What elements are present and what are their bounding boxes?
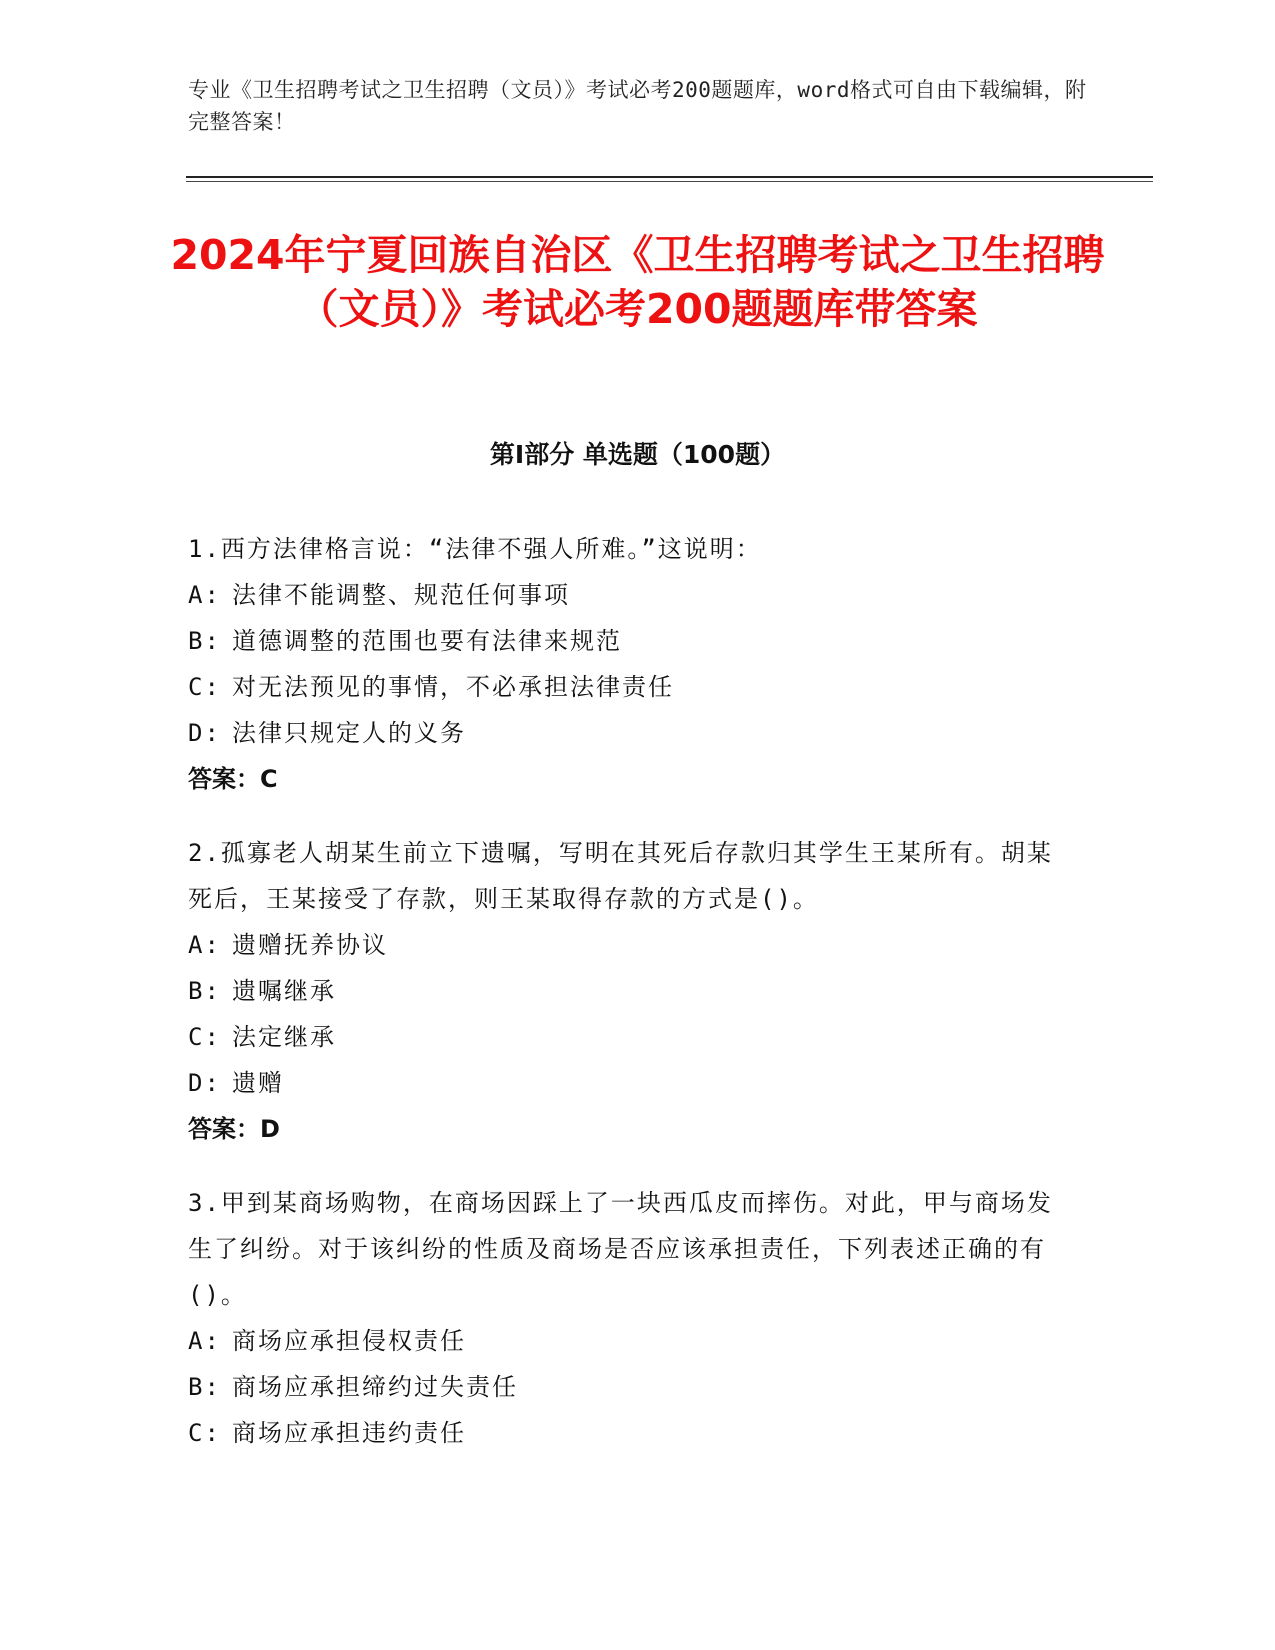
option-key: C:: [188, 1023, 221, 1051]
option-d: [188, 1060, 1068, 1106]
question-list: [188, 526, 1068, 1484]
question-stem: 3.甲到某商场购物，在商场因踩上了一块西瓜皮而摔伤。对此，甲与商场发生了纠纷。对于该纠纷的性质及商场是否应该承担责任，下列表述正确的有()。: [188, 1189, 1053, 1309]
option-b: [188, 1364, 1068, 1410]
question-2: [188, 830, 1068, 1152]
option-text: 遗嘱继承: [232, 977, 336, 1005]
option-c: [188, 1014, 1068, 1060]
answer-line: 答案：D: [188, 1115, 280, 1143]
option-text: 法律不能调整、规范任何事项: [232, 581, 570, 609]
question-3: [188, 1180, 1068, 1456]
option-c: [188, 1410, 1068, 1456]
option-key: B:: [188, 1373, 221, 1401]
option-key: B:: [188, 977, 221, 1005]
option-text: 遗赠: [232, 1069, 284, 1097]
option-text: 道德调整的范围也要有法律来规范: [232, 627, 622, 655]
answer-line: 答案：C: [188, 765, 278, 793]
option-text: 商场应承担违约责任: [232, 1419, 466, 1447]
question-stem: 1.西方法律格言说：“法律不强人所难。”这说明：: [188, 535, 762, 563]
option-c: [188, 664, 1068, 710]
header-rule-thick: [186, 176, 1153, 178]
header-rule-thin: [186, 181, 1153, 182]
section-title: 第Ⅰ部分 单选题（100题）: [489, 440, 786, 469]
option-a: [188, 922, 1068, 968]
option-key: D:: [188, 1069, 221, 1097]
option-text: 遗赠抚养协议: [232, 931, 388, 959]
option-a: [188, 1318, 1068, 1364]
header-note: 专业《卫生招聘考试之卫生招聘（文员）》考试必考200题题库，word格式可自由下载编辑，附完整答案！: [188, 78, 1087, 134]
option-a: [188, 572, 1068, 618]
option-key: A:: [188, 581, 221, 609]
option-key: A:: [188, 931, 221, 959]
option-key: A:: [188, 1327, 221, 1355]
document-title: 2024年宁夏回族自治区《卫生招聘考试之卫生招聘（文员）》考试必考200题题库带答案: [170, 231, 1105, 333]
question-stem: 2.孤寡老人胡某生前立下遗嘱，写明在其死后存款归其学生王某所有。胡某死后，王某接受了存款，则王某取得存款的方式是()。: [188, 839, 1053, 913]
option-key: D:: [188, 719, 221, 747]
question-1: [188, 526, 1068, 802]
option-b: [188, 618, 1068, 664]
option-text: 商场应承担缔约过失责任: [232, 1373, 518, 1401]
option-text: 法定继承: [232, 1023, 336, 1051]
option-key: C:: [188, 1419, 221, 1447]
option-key: B:: [188, 627, 221, 655]
option-text: 法律只规定人的义务: [232, 719, 466, 747]
option-text: 对无法预见的事情，不必承担法律责任: [232, 673, 674, 701]
option-b: [188, 968, 1068, 1014]
option-d: [188, 710, 1068, 756]
option-text: 商场应承担侵权责任: [232, 1327, 466, 1355]
option-key: C:: [188, 673, 221, 701]
